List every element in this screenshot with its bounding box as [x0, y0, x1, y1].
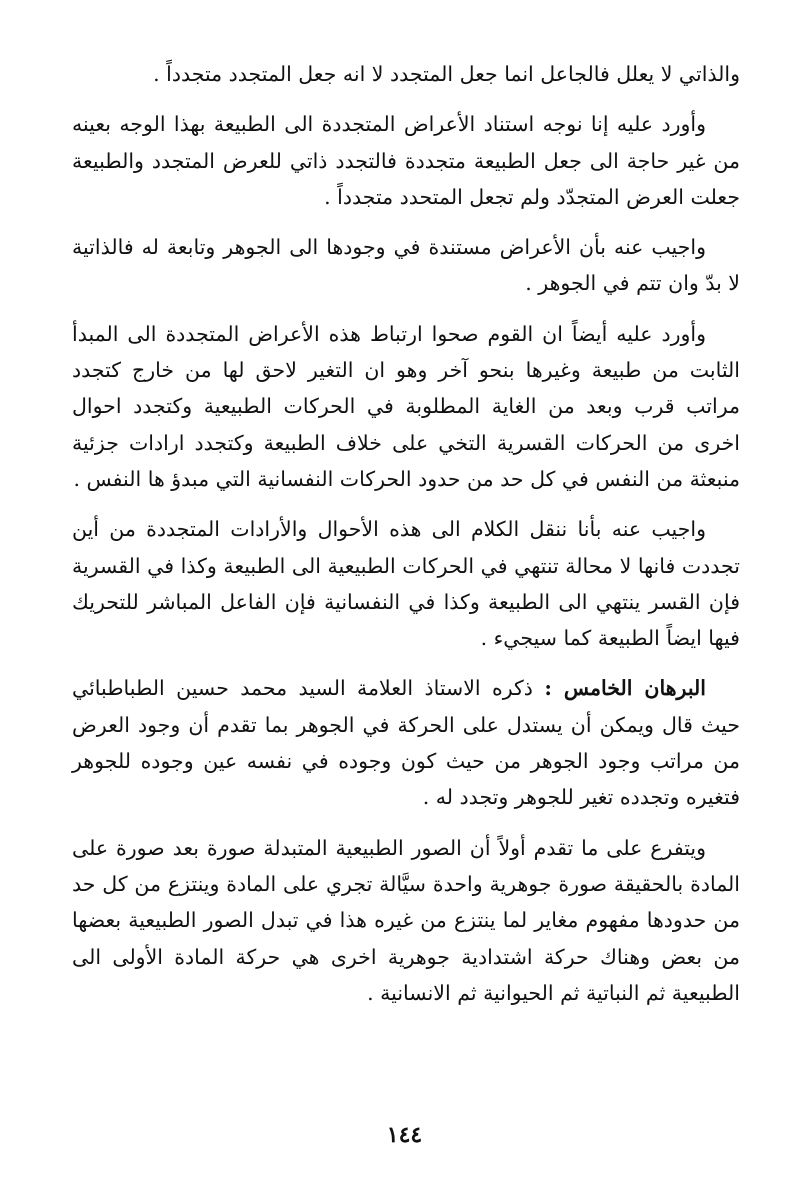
paragraph-3: واجيب عنه بأن الأعراض مستندة في وجودها الى الجوهر وتابعة له فالذاتية لا بدّ وان تتم في الجوهر .	[72, 235, 740, 296]
paragraph-proof	[72, 670, 740, 815]
paragraph-1: والذاتي لا يعلل فالجاعل انما جعل المتجدد لا انه جعل المتجدد متجدداً .	[153, 62, 740, 86]
paragraph-4: وأورد عليه أيضاً ان القوم صحوا ارتباط هذه الأعراض المتجددة الى المبدأ الثابت من طبيعة وغيرها بنحو آخر وهو ان التغير لاحق لها من خارج كتجدد مراتب قرب وبعد من الغاية المطلوبة في الحركات الطبيعية وكتجدد احوال اخرى من الحركات القسرية التخي على خلاف الطبيعة وكتجدد ارادات جزئية منبعثة من النفس في كل حد من حدود الحركات النفسانية التي مبدؤ ها النفس .	[72, 321, 740, 491]
page-number: ١٤٤	[386, 1122, 423, 1148]
page-body	[72, 56, 740, 1025]
paragraph-5: واجيب عنه بأنا ننقل الكلام الى هذه الأحوال والأرادات المتجددة من أين تجددت فانها لا محالة تنتهي في الحركات الطبيعية الى الطبيعة وكذا في القسرية فإن القسر ينتهي الى الطبيعة وكذا في النفسانية فإن الفاعل المباشر للتحريك فيها ايضاً الطبيعة كما سيجيء .	[72, 517, 740, 651]
paragraph-final: ويتفرع على ما تقدم أولاً أن الصور الطبيعية المتبدلة صورة بعد صورة على المادة بالحقيقة صورة جوهرية واحدة سيَّالة تجري على المادة وينتزع من كل حد من حدودها مفهوم مغاير لما ينتزع من غيره هذا في تبدل الصور الطبيعية بعضها من بعض وهناك حركة اشتدادية جوهرية اخرى هي حركة المادة الأولى الى الطبيعية ثم النباتية ثم الحيوانية ثم الانسانية .	[72, 835, 740, 1005]
proof-heading: البرهان الخامس :	[544, 676, 706, 701]
proof-text: ذكره الاستاذ العلامة السيد محمد حسين الطباطبائي حيث قال ويمكن أن يستدل على الحركة في الجوهر بما تقدم أن وجود العرض من مراتب وجود الجوهر من حيث كون وجوده في نفسه عين وجوده للجوهر فتغيره وتجدده تغير للجوهر وتجدد له .	[72, 676, 740, 810]
paragraph-2: وأورد عليه إنا نوجه استناد الأعراض المتجددة الى الطبيعة بهذا الوجه بعينه من غير حاجة الى جعل الطبيعة متجددة فالتجدد ذاتي للعرض المتجدد والطبيعة جعلت العرض المتجدّد ولم تجعل المتحدد متجدداً .	[72, 112, 740, 209]
